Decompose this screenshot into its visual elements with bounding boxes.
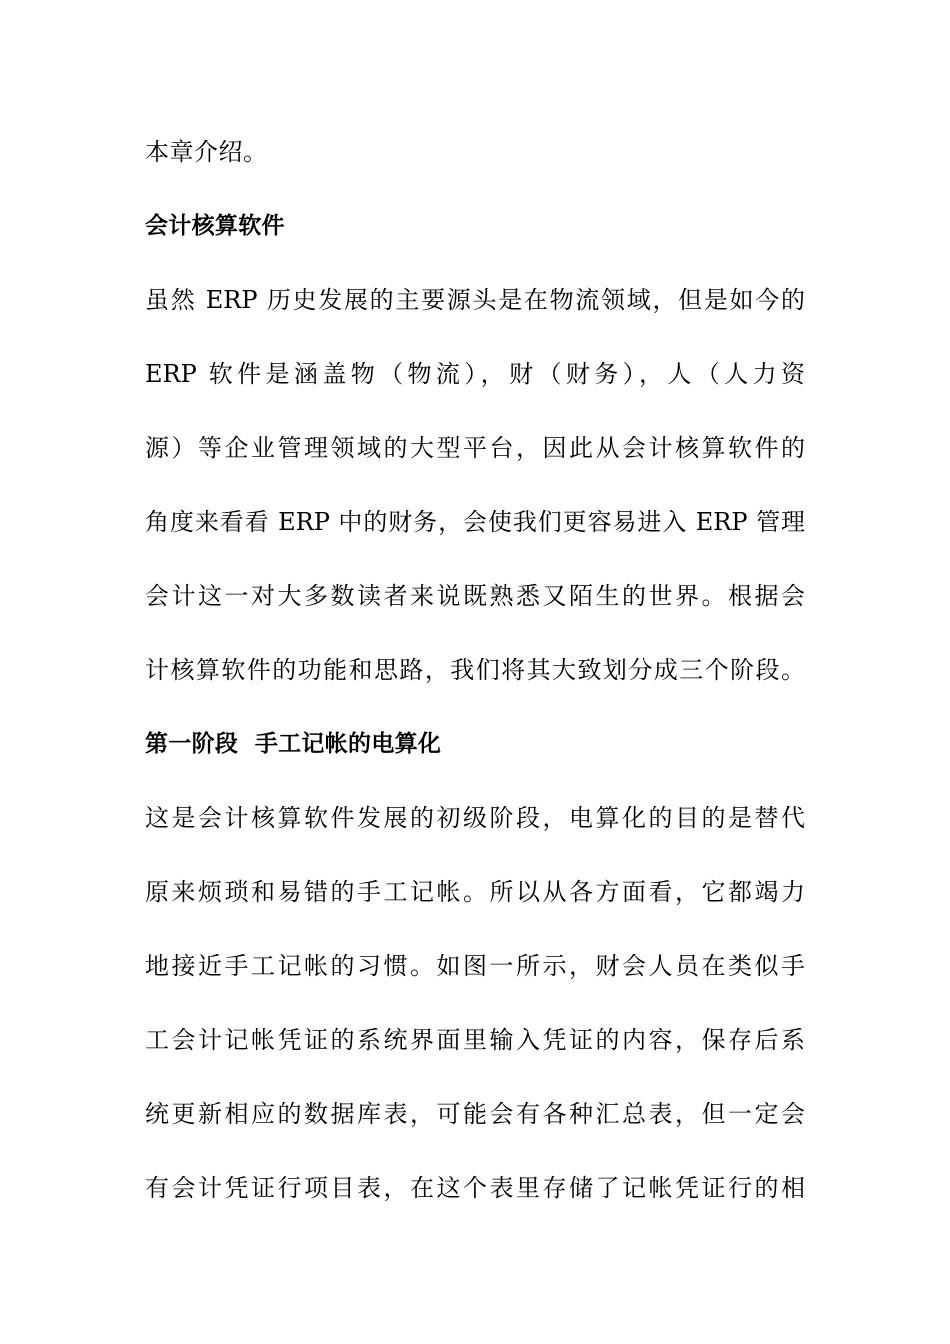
section-heading-stage-one: 第一阶段 手工记帐的电算化 xyxy=(145,731,442,757)
paragraph-line: 这是会计核算软件发展的初级阶段，电算化的目的是替代 xyxy=(145,804,805,832)
paragraph-line: 工会计记帐凭证的系统界面里输入凭证的内容，保存后系 xyxy=(145,1026,805,1054)
section-heading-accounting-software: 会计核算软件 xyxy=(145,213,285,239)
paragraph-line: 地接近手工记帐的习惯。如图一所示，财会人员在类似手 xyxy=(145,952,805,980)
paragraph-line: 角度来看看 ERP 中的财务，会使我们更容易进入 ERP 管理 xyxy=(145,508,805,536)
paragraph-line: 会计这一对大多数读者来说既熟悉又陌生的世界。根据会 xyxy=(145,582,805,610)
paragraph-line: 有会计凭证行项目表，在这个表里存储了记帐凭证行的相 xyxy=(145,1174,805,1202)
paragraph-line: 原来烦琐和易错的手工记帐。所以从各方面看，它都竭力 xyxy=(145,878,805,906)
paragraph-line: ERP 软件是涵盖物（物流），财（财务），人（人力资 xyxy=(145,360,805,388)
paragraph-line: 源）等企业管理领域的大型平台，因此从会计核算软件的 xyxy=(145,434,805,462)
paragraph-line: 统更新相应的数据库表，可能会有各种汇总表，但一定会 xyxy=(145,1100,805,1128)
paragraph-line: 虽然 ERP 历史发展的主要源头是在物流领域，但是如今的 xyxy=(145,286,805,314)
paragraph-line: 计核算软件的功能和思路，我们将其大致划分成三个阶段。 xyxy=(145,656,805,684)
intro-text: 本章介绍。 xyxy=(145,138,268,166)
